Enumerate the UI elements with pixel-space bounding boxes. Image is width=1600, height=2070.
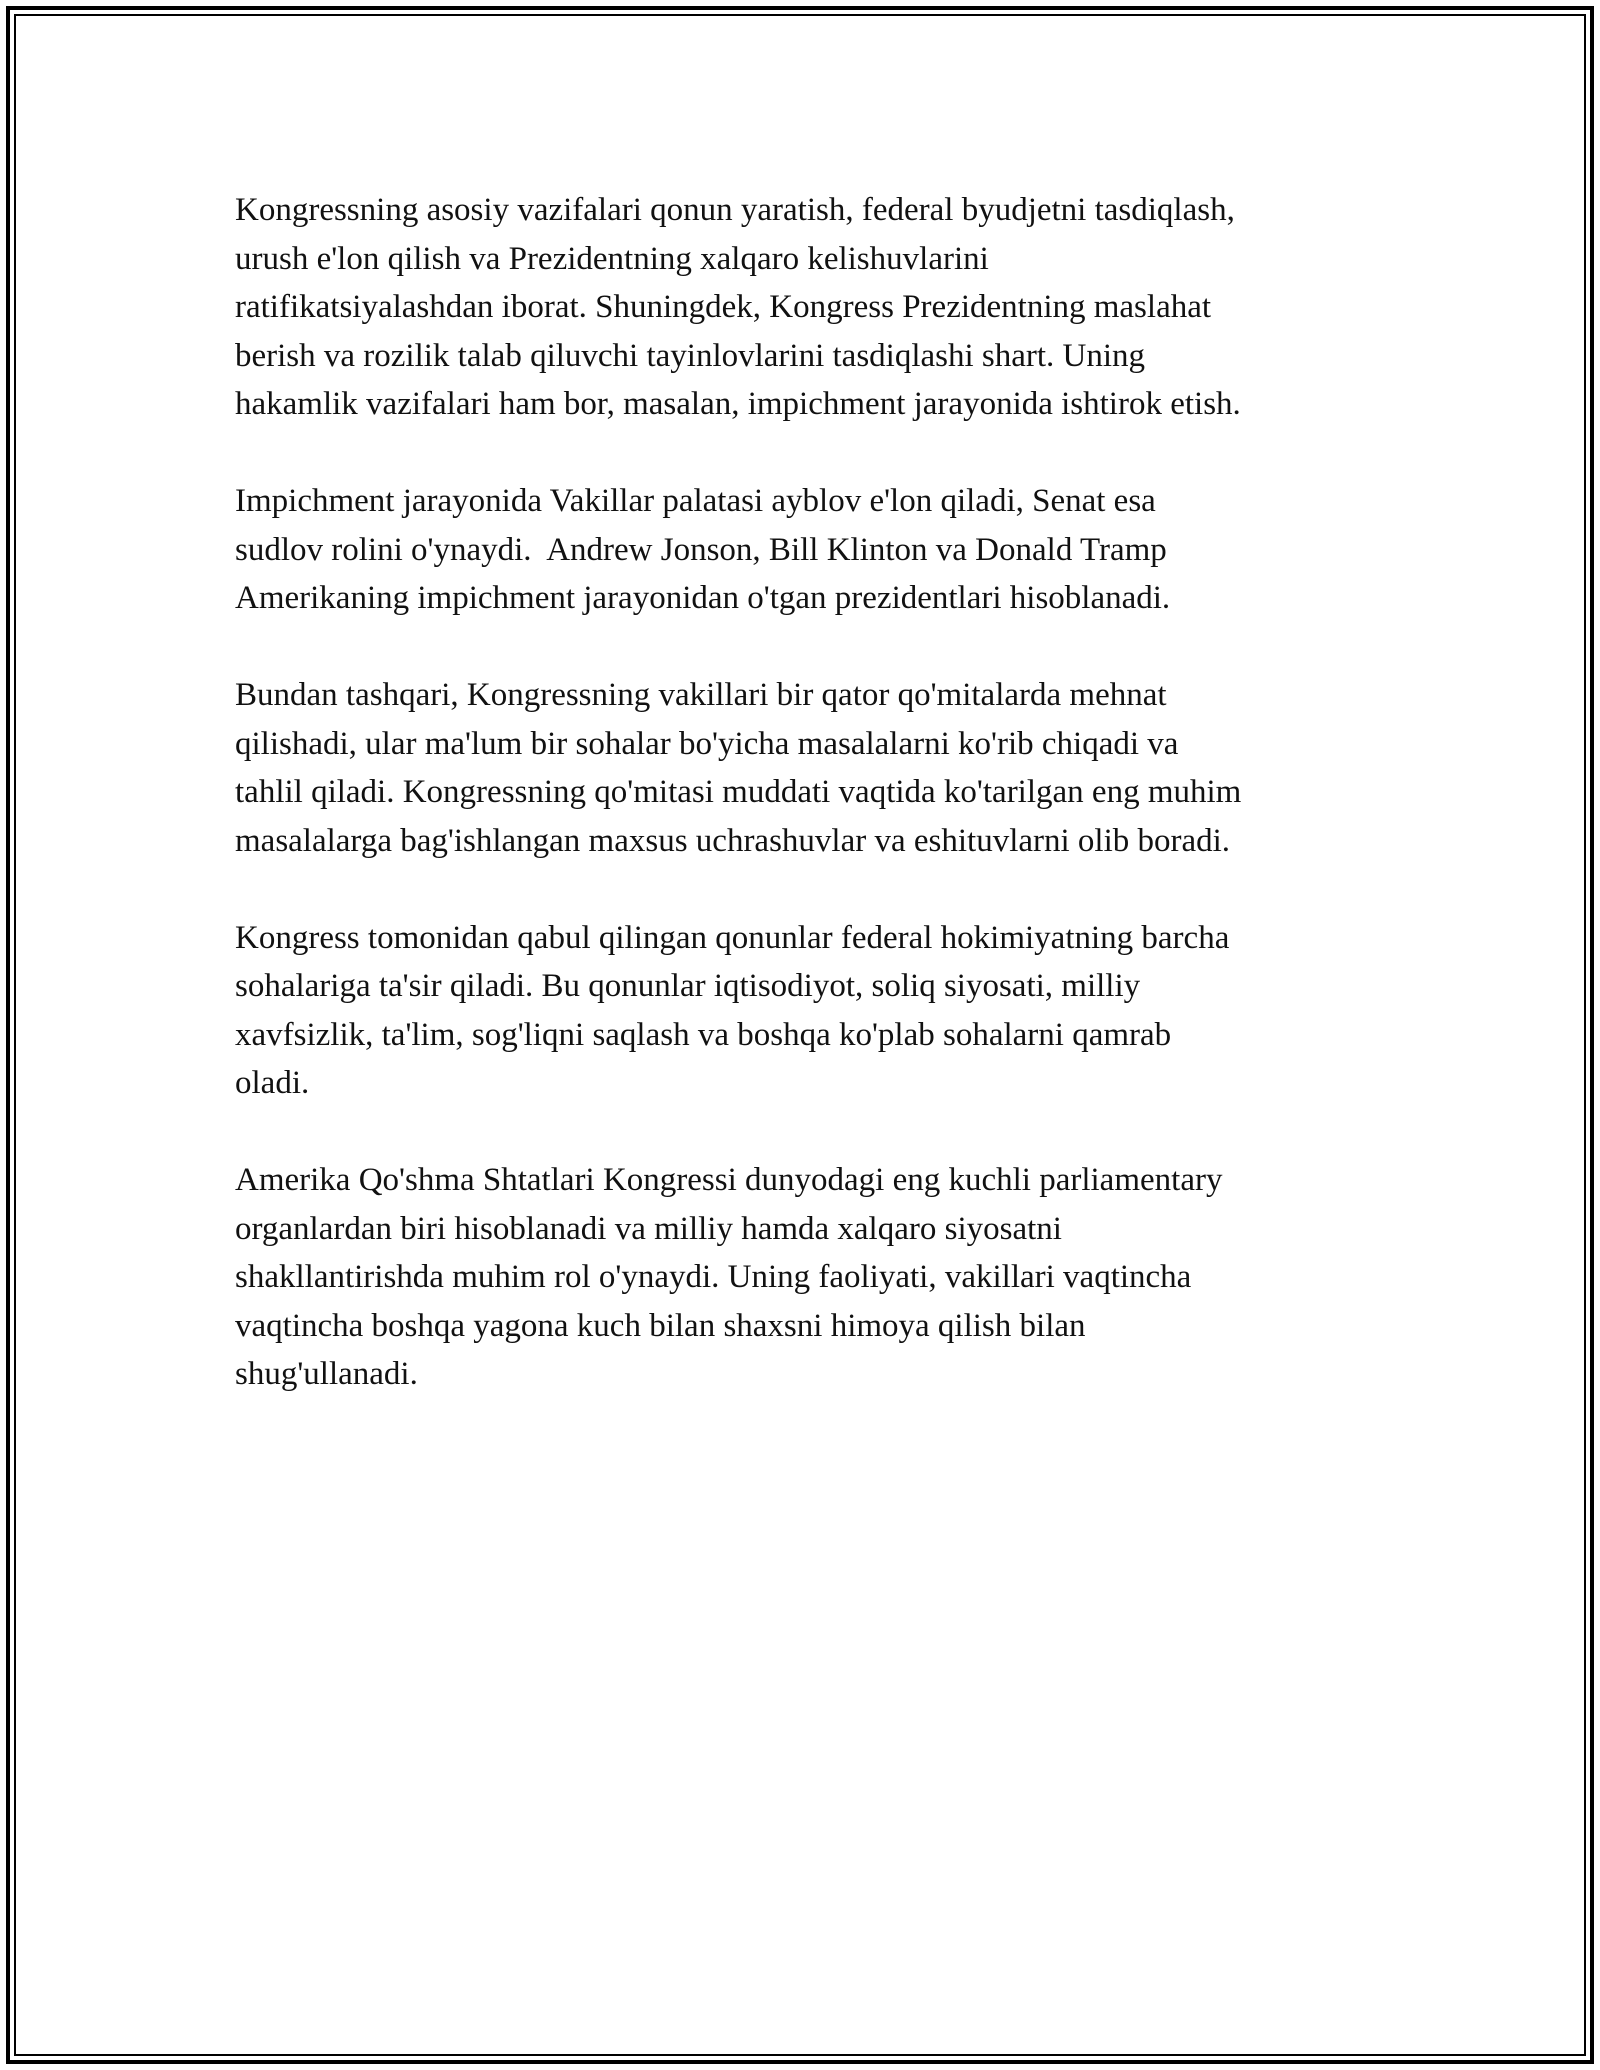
text-line: tahlil qiladi. Kongressning qo'mitasi muddati vaqtida ko'tarilgan eng muhim xyxy=(235,774,1242,810)
text-line: urush e'lon qilish va Prezidentning xalqaro kelishuvlarini xyxy=(235,240,989,277)
paragraph-4 xyxy=(235,914,1365,1108)
text-line: ratifikatsiyalashdan iborat. Shuningdek, Kongress Prezidentning maslahat xyxy=(235,289,1212,325)
text-line: shug'ullanadi. xyxy=(235,1356,418,1392)
text-line: Impichment jarayonida Vakillar palatasi ayblov e'lon qiladi, Senat esa xyxy=(235,483,1156,519)
paragraph-3 xyxy=(235,671,1365,865)
document-body xyxy=(235,186,1365,1447)
text-line: organlardan biri hisoblanadi va milliy hamda xalqaro siyosatni xyxy=(235,1210,1062,1247)
paragraph-2 xyxy=(235,477,1365,623)
text-line: Bundan tashqari, Kongressning vakillari bir qator qo'mitalarda mehnat xyxy=(235,677,1167,713)
text-line: hakamlik vazifalari ham bor, masalan, impichment jarayonida ishtirok etish. xyxy=(235,386,1241,422)
text-line: Kongress tomonidan qabul qilingan qonunlar federal hokimiyatning barcha xyxy=(235,919,1230,956)
text-line: berish va rozilik talab qiluvchi tayinlovlarini tasdiqlashi shart. Uning xyxy=(235,337,1146,374)
text-line: Amerika Qo'shma Shtatlari Kongressi dunyodagi eng kuchli parliamentary xyxy=(235,1162,1223,1198)
text-line: xavfsizlik, ta'lim, sog'liqni saqlash va boshqa ko'plab sohalarni qamrab xyxy=(235,1016,1172,1053)
paragraph-5 xyxy=(235,1156,1365,1399)
text-line: oladi. xyxy=(235,1065,310,1101)
text-line: Kongressning asosiy vazifalari qonun yaratish, federal byudjetni tasdiqlash, xyxy=(235,192,1235,228)
text-line: qilishadi, ular ma'lum bir sohalar bo'yicha masalalarni ko'rib chiqadi va xyxy=(235,725,1179,762)
text-line: Amerikaning impichment jarayonidan o'tgan prezidentlari hisoblanadi. xyxy=(235,580,1171,616)
paragraph-1 xyxy=(235,186,1365,429)
text-line: masalalarga bag'ishlangan maxsus uchrashuvlar va eshituvlarni olib boradi. xyxy=(235,822,1231,859)
text-line: shakllantirishda muhim rol o'ynaydi. Uning faoliyati, vakillari vaqtincha xyxy=(235,1259,1192,1295)
text-line: vaqtincha boshqa yagona kuch bilan shaxsni himoya qilish bilan xyxy=(235,1307,1086,1344)
text-line: sohalariga ta'sir qiladi. Bu qonunlar iqtisodiyot, soliq siyosati, milliy xyxy=(235,968,1141,1004)
text-line: sudlov rolini o'ynaydi. Andrew Jonson, Bill Klinton va Donald Tramp xyxy=(235,531,1167,568)
